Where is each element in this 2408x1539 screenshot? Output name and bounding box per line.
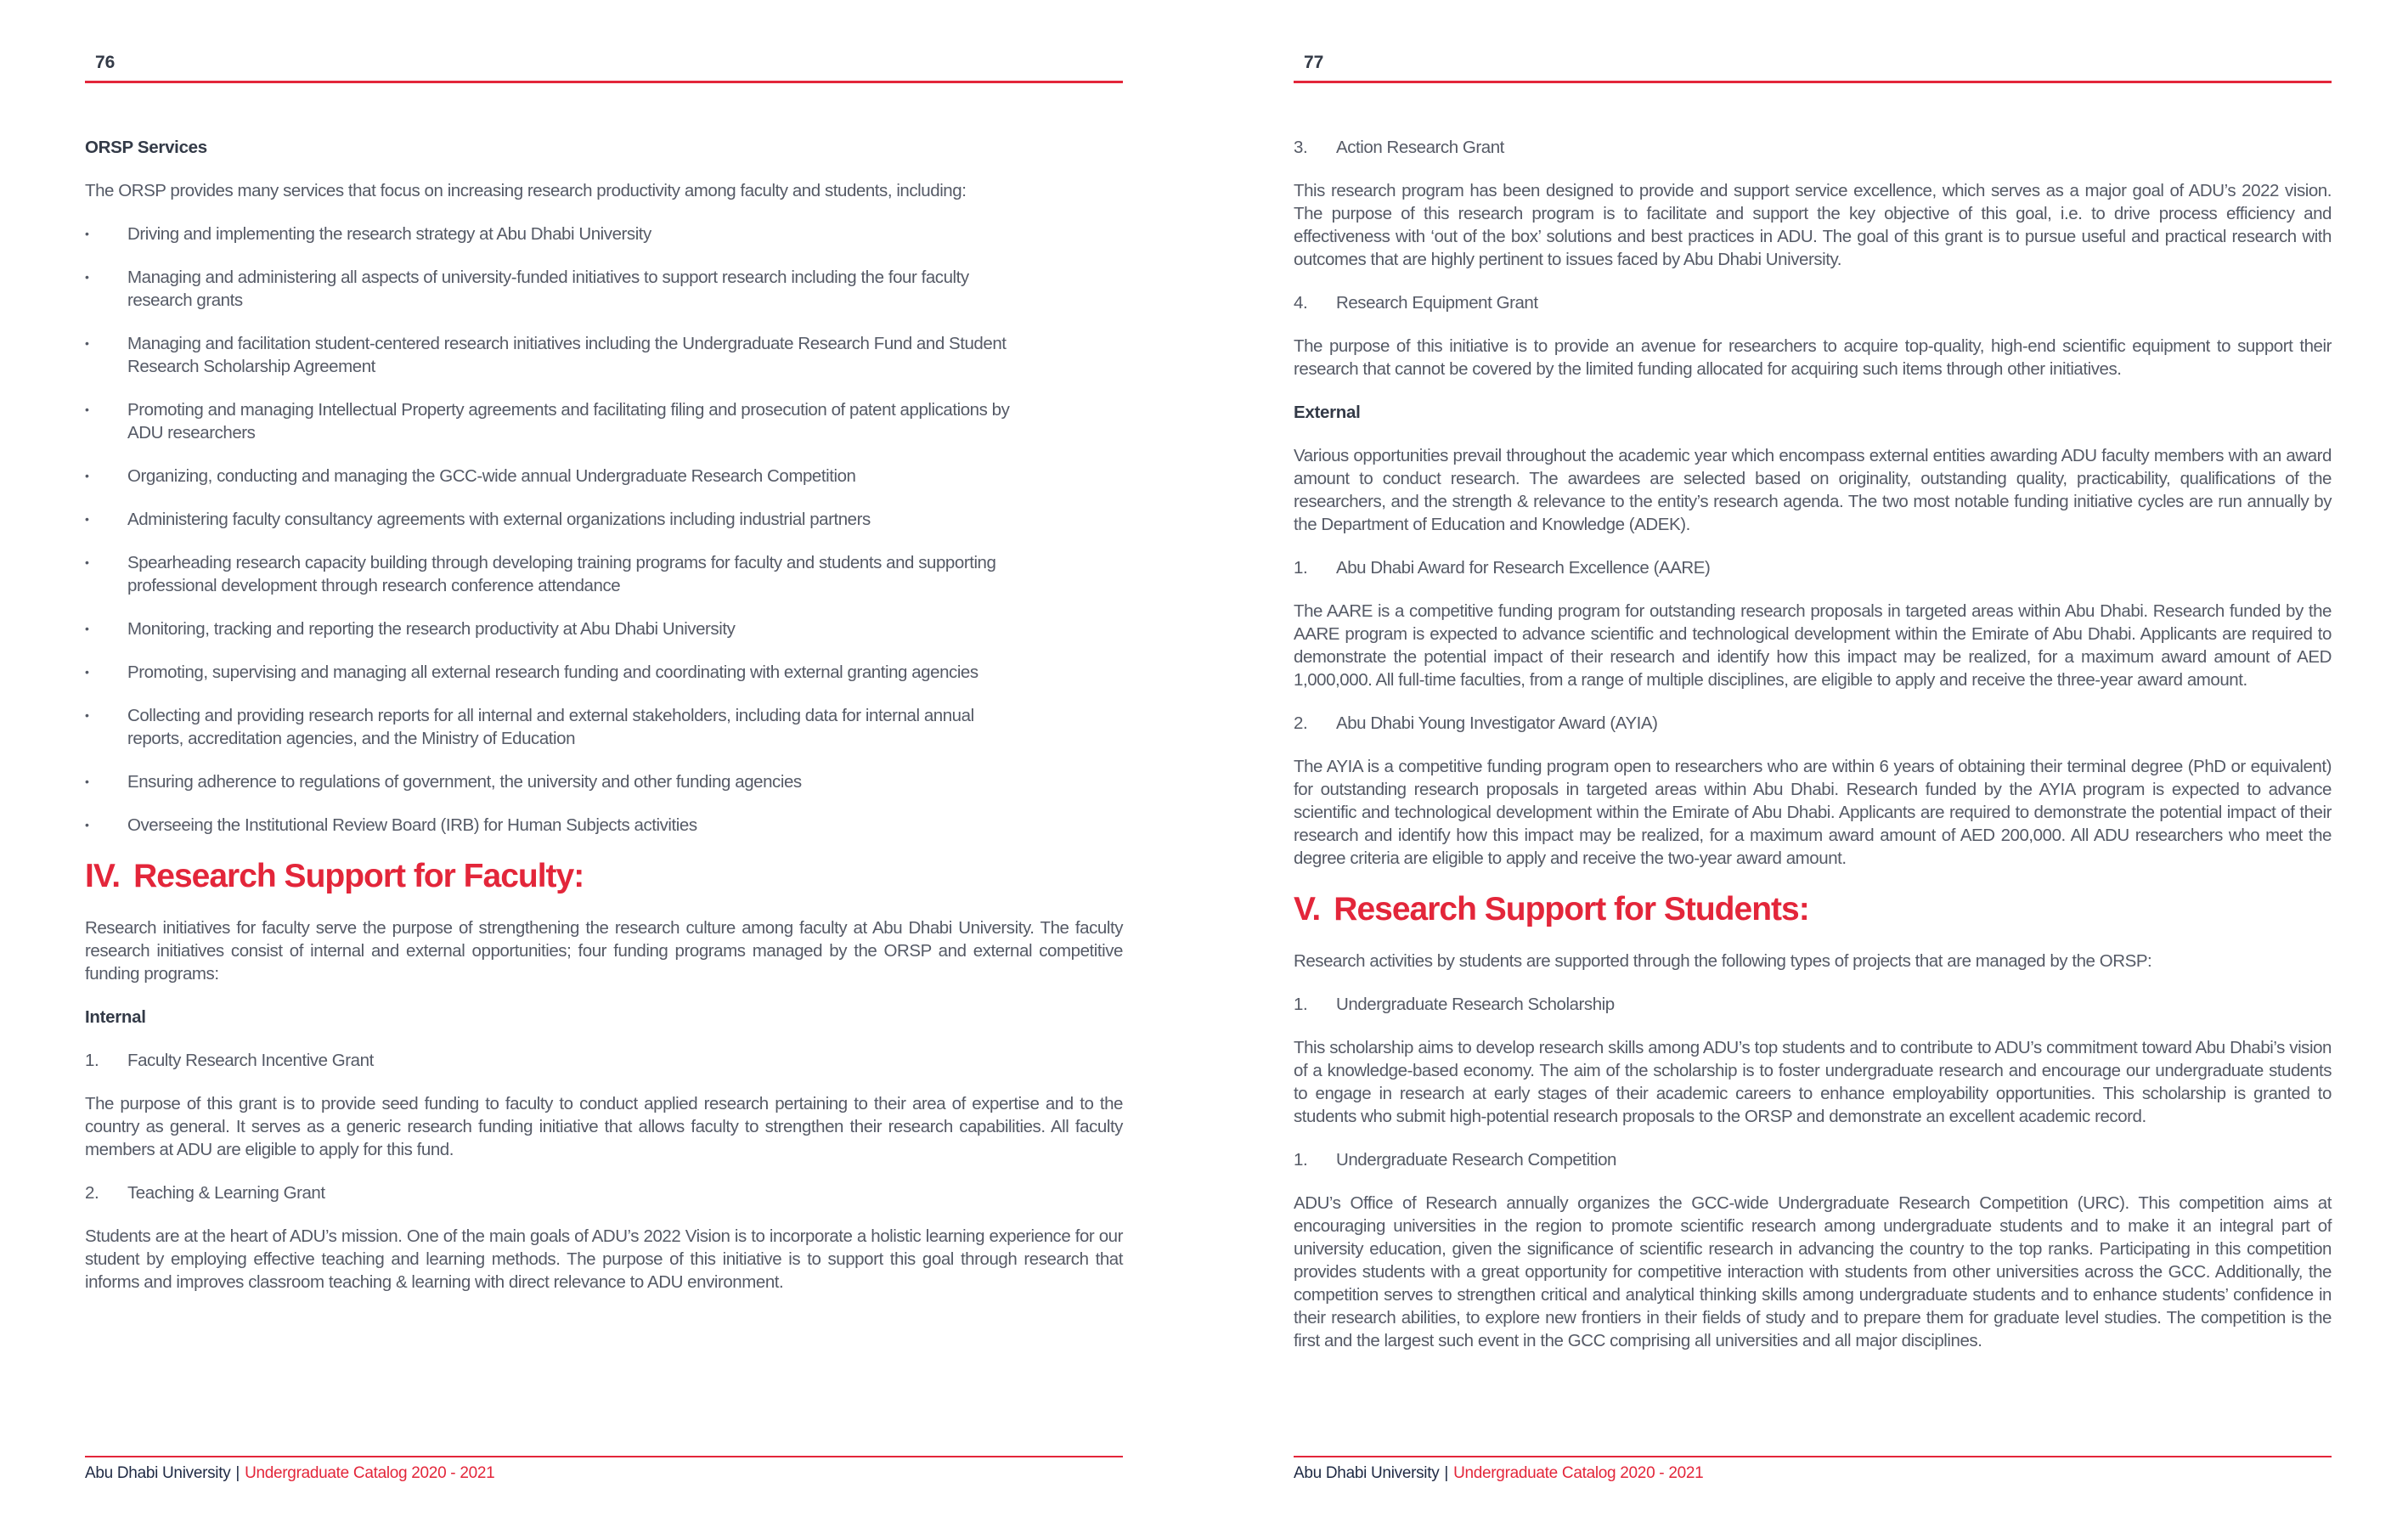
section-iv-intro: Research initiatives for faculty serve the purpose of strengthening the research culture among faculty at Abu Dhabi University. The faculty research initiatives consist of internal and external opportunities; four funding programs managed by the ORSP and external competitive funding programs:: [85, 918, 1123, 984]
right-page: [1294, 0, 2332, 1539]
footer-divider: [1294, 1456, 2332, 1457]
project-item: [1294, 993, 2332, 1016]
list-item: • Collecting and providing research reports for all internal and external stakeholders, including data for internal annual reports, accreditation agencies, and the Ministry of Education: [85, 704, 1019, 750]
grant-description: This research program has been designed to provide and support service excellence, which serves as a major goal of ADU’s 2022 vision. The purpose of this research program is to facilitate and support the key objective of this goal, i.e. to drive process efficiency and effectiveness with ‘out of the box’ solutions and best practices in ADU. The goal of this grant is to pursue useful and practical research with outcomes that are highly pertinent to issues faced by Abu Dhabi University.: [1294, 181, 2332, 269]
footer-catalog: Undergraduate Catalog 2020 - 2021: [245, 1464, 495, 1482]
grant-item: [1294, 291, 2332, 314]
list-item: • Promoting and managing Intellectual Property agreements and facilitating filing and prosecution of patent applications by ADU researchers: [85, 398, 1019, 444]
external-heading: External: [1294, 403, 1361, 422]
footer-org: Abu Dhabi University: [1294, 1464, 1440, 1482]
footer: [1294, 1464, 1703, 1483]
project-item: [1294, 1148, 2332, 1171]
project-description: This scholarship aims to develop research skills among ADU’s top students and to contribute to ADU’s commitment toward Abu Dhabi’s vision of a knowledge-based economy. The aim of the scholarship is to foster undergraduate research and encourage our undergraduate students to engage in research at early stages of their academic careers to enhance employability opportunities. This scholarship is granted to students who submit high-potential research proposals to the ORSP and demonstrate an excellent academic record.: [1294, 1038, 2332, 1126]
grant-item: [1294, 136, 2332, 159]
item-title: Abu Dhabi Award for Research Excellence (AARE): [1336, 558, 1711, 578]
list-item: • Promoting, supervising and managing all external research funding and coordinating with external granting agencies: [85, 661, 1019, 684]
page-number: 76: [95, 53, 116, 72]
footer-org: Abu Dhabi University: [85, 1464, 231, 1482]
item-title: Research Equipment Grant: [1336, 293, 1538, 313]
award-item: [1294, 712, 2332, 735]
header-divider: [85, 81, 1123, 83]
item-number: 2.: [1294, 713, 1308, 733]
section-iv-title: [85, 857, 1123, 896]
internal-heading: Internal: [85, 1007, 146, 1027]
award-item: [1294, 556, 2332, 579]
item-title: Teaching & Learning Grant: [127, 1183, 325, 1203]
list-item: • Administering faculty consultancy agreements with external organizations including industrial partners: [85, 508, 1019, 531]
item-number: 1.: [1294, 558, 1308, 578]
footer-divider: [85, 1456, 1123, 1457]
orsp-services-list: [85, 223, 1019, 837]
right-page-content: [1294, 136, 2332, 1373]
list-item: • Managing and administering all aspects of university-funded initiatives to support research including the four faculty research grants: [85, 266, 1019, 312]
item-title: Undergraduate Research Competition: [1336, 1150, 1616, 1170]
section-title-text: Research Support for Faculty:: [133, 858, 584, 894]
external-description: Various opportunities prevail throughout the academic year which encompass external entities awarding ADU faculty members with an award amount to conduct research. The awardees are selected based on originality, outstanding quality, practicability, qualifications of the researchers, and the strength & relevance to the entity’s research agenda. The two most notable funding initiative cycles are run annually by the Department of Education and Knowledge (ADEK).: [1294, 446, 2332, 534]
award-description: The AARE is a competitive funding program for outstanding research proposals in targeted areas within Abu Dhabi. Research funded by the AARE program is expected to advance scientific and technological development within the Emirate of Abu Dhabi. Applicants are required to demonstrate the potential impact of their research and identify how this impact may be realized, for a maximum award amount of AED 1,000,000. All full-time faculties, from a range of multiple disciplines, are eligible to apply and receive the three-year award amount.: [1294, 601, 2332, 690]
orsp-services-heading: ORSP Services: [85, 138, 207, 157]
header-divider: [1294, 81, 2332, 83]
footer: [85, 1464, 494, 1483]
award-description: The AYIA is a competitive funding program open to researchers who are within 6 years of obtaining their terminal degree (PhD or equivalent) for outstanding research proposals in targeted areas within Abu Dhabi. Research funded by the AYIA program is expected to advance scientific and technological development within the Emirate of Abu Dhabi. Applicants are required to demonstrate the potential impact of their research and identify how this impact may be realized, for a maximum award amount of AED 200,000. All ADU researchers who meet the degree criteria are eligible to apply and receive the two-year award amount.: [1294, 757, 2332, 868]
section-numeral: V.: [1294, 891, 1321, 927]
item-title: Faculty Research Incentive Grant: [127, 1051, 374, 1070]
grant-description: The purpose of this grant is to provide seed funding to faculty to conduct applied research pertaining to their area of expertise and to the country as general. It serves as a generic research funding initiative that allows faculty to strengthen their research capabilities. All faculty members at ADU are eligible to apply for this fund.: [85, 1094, 1123, 1159]
left-page: [85, 0, 1123, 1539]
grant-item: [85, 1181, 1123, 1204]
section-v-title: [1294, 890, 2332, 929]
grant-description: Students are at the heart of ADU’s mission. One of the main goals of ADU’s 2022 Vision is to incorporate a holistic learning experience for our student by employing effective teaching and learning methods. The purpose of this initiative is to support this goal through research that informs and improves classroom teaching & learning with direct relevance to ADU environment.: [85, 1226, 1123, 1292]
list-item: • Overseeing the Institutional Review Board (IRB) for Human Subjects activities: [85, 814, 1019, 837]
list-item: • Ensuring adherence to regulations of government, the university and other funding agencies: [85, 770, 1019, 793]
section-v-intro: Research activities by students are supported through the following types of projects that are managed by the ORSP:: [1294, 951, 2152, 971]
list-item: • Monitoring, tracking and reporting the research productivity at Abu Dhabi University: [85, 617, 1019, 640]
list-item: • Spearheading research capacity building through developing training programs for faculty and students and supporting professional development through research conference attendance: [85, 551, 1019, 597]
footer-catalog: Undergraduate Catalog 2020 - 2021: [1453, 1464, 1704, 1482]
item-number: 1.: [1294, 1150, 1308, 1170]
list-item: • Driving and implementing the research strategy at Abu Dhabi University: [85, 223, 1019, 245]
item-number: 2.: [85, 1183, 99, 1203]
item-number: 1.: [1294, 995, 1308, 1014]
item-title: Abu Dhabi Young Investigator Award (AYIA): [1336, 713, 1658, 733]
item-number: 1.: [85, 1051, 99, 1070]
project-description: ADU’s Office of Research annually organizes the GCC-wide Undergraduate Research Competition (URC). This competition aims at encouraging universities in the region to promote scientific research among undergraduate students and to make it an integral part of university education, given the significance of scientific research in advancing the country to the top ranks. Participating in this competition provides students with a great opportunity for competitive interaction with students from other universities across the GCC. Additionally, the competition serves to strengthen critical and analytical thinking skills among undergraduate students and to enhance students’ confidence in their research abilities, to explore new frontiers in their fields of study and to prepare them for graduate level studies. The competition is the first and the largest such event in the GCC comprising all universities and all major disciplines.: [1294, 1193, 2332, 1350]
footer-separator: |: [1444, 1464, 1449, 1482]
grant-description: The purpose of this initiative is to provide an avenue for researchers to acquire top-quality, high-end scientific equipment to support their research that cannot be covered by the limited funding allocated for acquiring such items through other initiatives.: [1294, 336, 2332, 379]
footer-separator: |: [235, 1464, 240, 1482]
section-numeral: IV.: [85, 858, 121, 894]
item-number: 4.: [1294, 293, 1308, 313]
item-title: Action Research Grant: [1336, 138, 1504, 157]
list-item: • Organizing, conducting and managing the GCC-wide annual Undergraduate Research Competition: [85, 465, 1019, 488]
page-number: 77: [1304, 53, 1324, 72]
orsp-intro: The ORSP provides many services that focus on increasing research productivity among faculty and students, including:: [85, 181, 967, 200]
item-title: Undergraduate Research Scholarship: [1336, 995, 1615, 1014]
item-number: 3.: [1294, 138, 1308, 157]
section-title-text: Research Support for Students:: [1334, 891, 1809, 927]
left-page-content: [85, 136, 1123, 1314]
grant-item: [85, 1049, 1123, 1072]
list-item: • Managing and facilitation student-centered research initiatives including the Undergraduate Research Fund and Student Research Scholarship Agreement: [85, 332, 1019, 378]
